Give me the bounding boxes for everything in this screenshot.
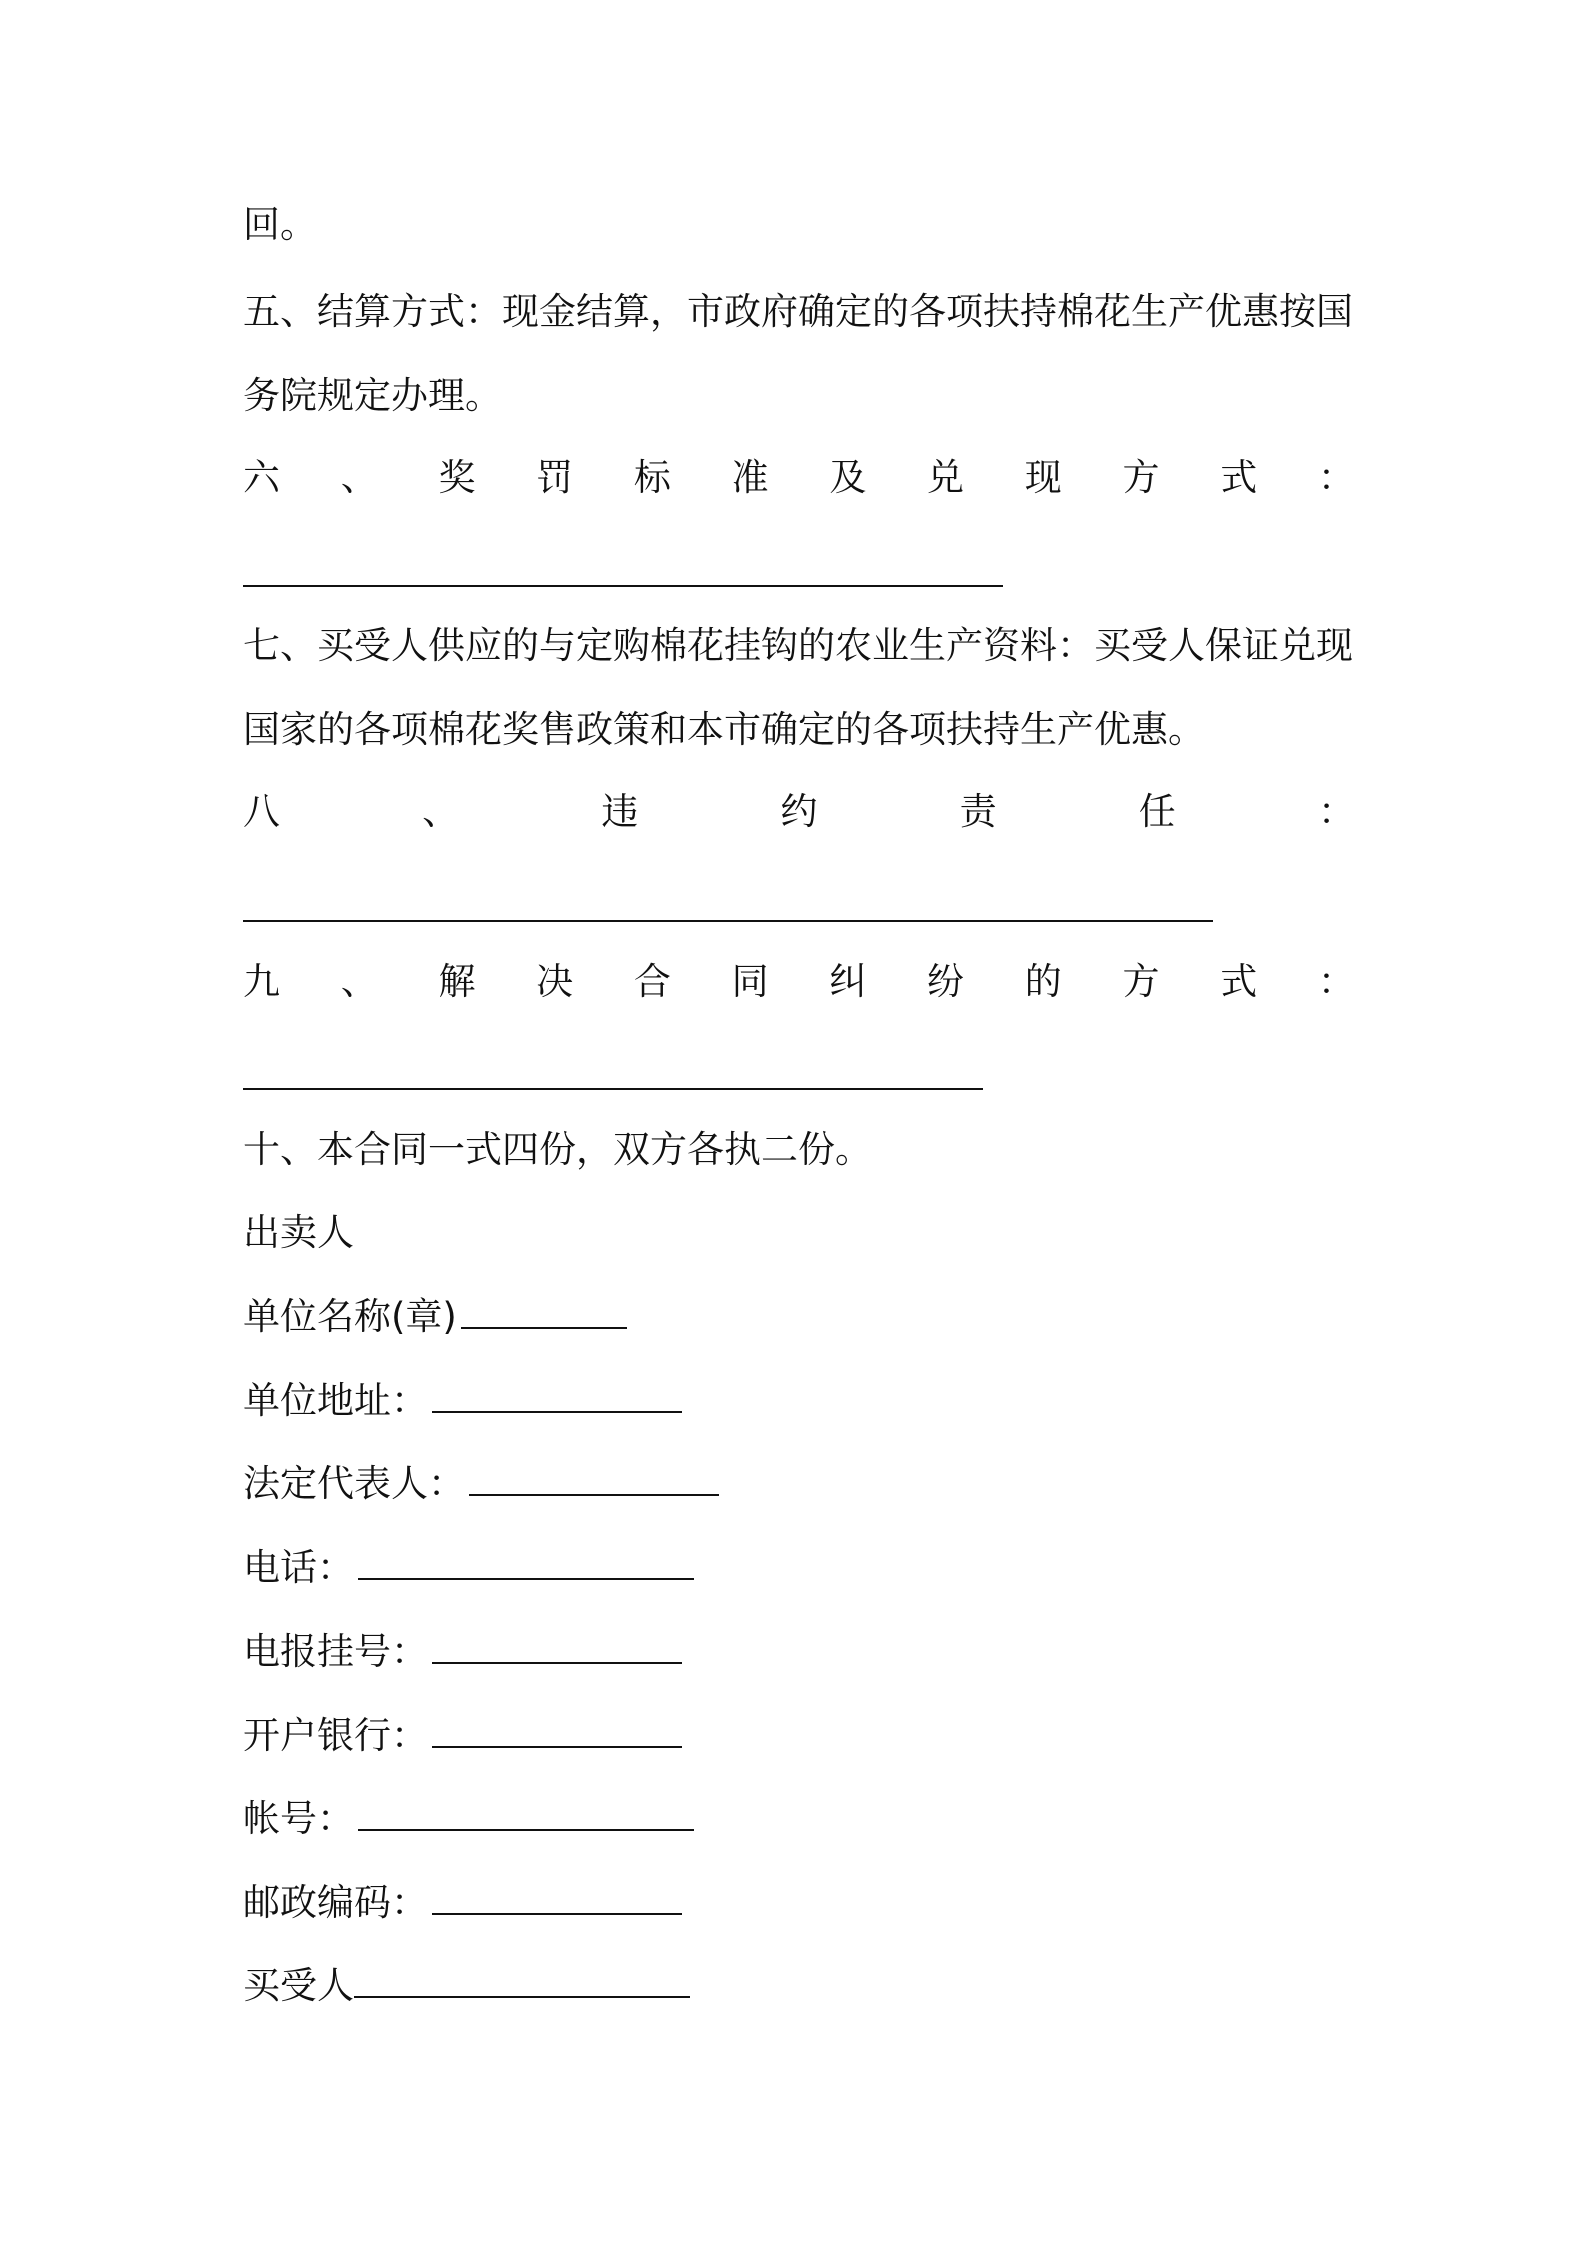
seller-title: 出卖人 [243, 1211, 354, 1254]
clause-9-blank-line[interactable] [243, 1088, 983, 1090]
seller-telegram-label: 电报挂号： [243, 1630, 428, 1673]
seller-postcode-field[interactable] [432, 1883, 682, 1915]
clause-9-heading: 九 、 解 决 合 同 纠 纷 的 方 式 ： [243, 960, 1355, 1003]
clause-6-heading: 六 、 奖 罚 标 准 及 兑 现 方 式 ： [243, 456, 1355, 499]
clause-8-blank-line[interactable] [243, 920, 1213, 922]
seller-telegram-row [243, 1630, 682, 1674]
buyer-row [243, 1964, 690, 2008]
seller-account-field[interactable] [358, 1799, 694, 1831]
buyer-field[interactable] [354, 1966, 690, 1998]
seller-bank-row [243, 1714, 682, 1758]
paragraph-continuation: 回。 [243, 203, 317, 246]
seller-address-label: 单位地址： [243, 1379, 428, 1422]
seller-unit-name-label: 单位名称(章) [243, 1295, 457, 1338]
clause-7-line-1: 七、买受人供应的与定购棉花挂钩的农业生产资料：买受人保证兑现 [243, 624, 1353, 667]
clause-5-line-1: 五、结算方式：现金结算，市政府确定的各项扶持棉花生产优惠按国 [243, 290, 1353, 333]
seller-phone-field[interactable] [358, 1548, 694, 1580]
clause-6-blank-line[interactable] [243, 585, 1003, 587]
buyer-title: 买受人 [243, 1964, 354, 2007]
clause-7-line-2: 国家的各项棉花奖售政策和本市确定的各项扶持生产优惠。 [243, 708, 1205, 751]
seller-phone-row [243, 1546, 694, 1590]
seller-account-label: 帐号： [243, 1797, 354, 1840]
seller-bank-field[interactable] [432, 1716, 682, 1748]
seller-address-field[interactable] [432, 1381, 682, 1413]
seller-legal-rep-row [243, 1462, 719, 1506]
seller-postcode-label: 邮政编码： [243, 1881, 428, 1924]
seller-legal-rep-label: 法定代表人： [243, 1462, 465, 1505]
seller-account-row [243, 1797, 694, 1841]
seller-bank-label: 开户银行： [243, 1714, 428, 1757]
seller-legal-rep-field[interactable] [469, 1464, 719, 1496]
clause-5-line-2: 务院规定办理。 [243, 374, 502, 417]
clause-8-heading: 八 、 违 约 责 任 ： [243, 790, 1355, 833]
seller-unit-name-row [243, 1295, 627, 1339]
seller-address-row [243, 1379, 682, 1423]
seller-postcode-row [243, 1881, 682, 1925]
seller-telegram-field[interactable] [432, 1632, 682, 1664]
seller-unit-name-field[interactable] [461, 1297, 627, 1329]
seller-phone-label: 电话： [243, 1546, 354, 1589]
clause-10: 十、本合同一式四份，双方各执二份。 [243, 1128, 872, 1171]
